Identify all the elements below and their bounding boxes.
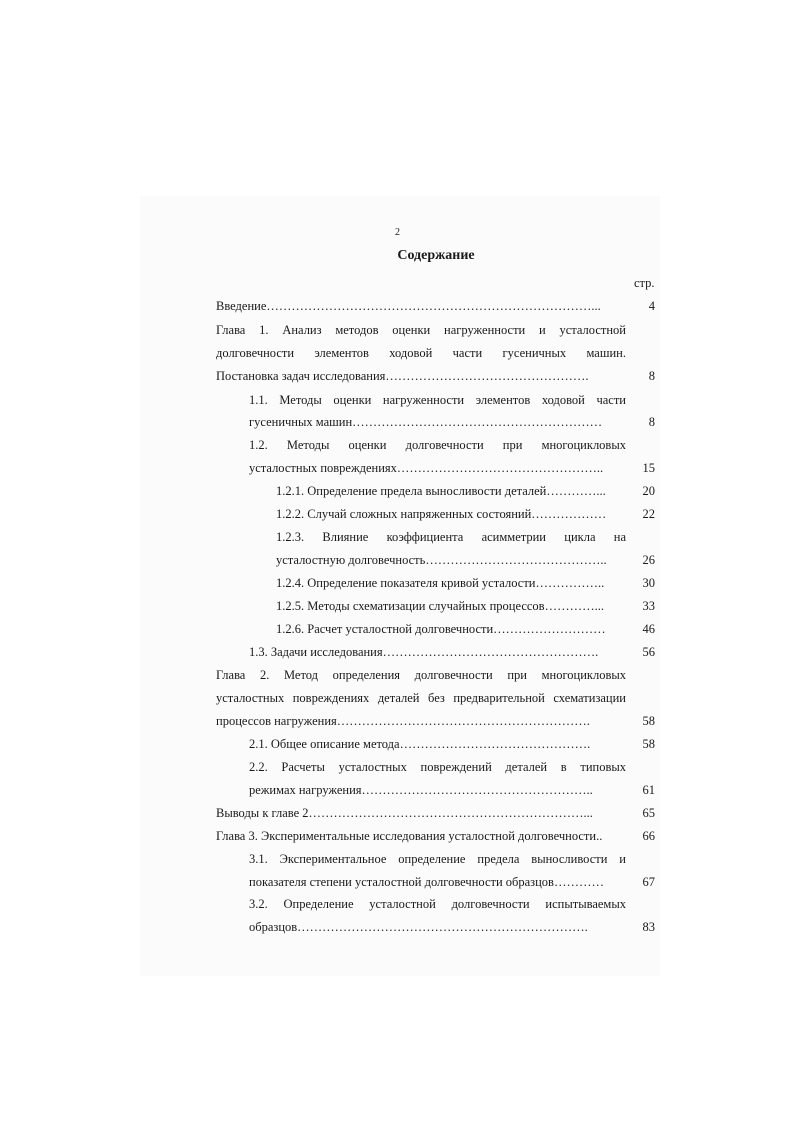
toc-entry-text: 1.3. Задачи исследования……………………………………………. (249, 645, 599, 659)
toc-entry-text: 3.2. Определение усталостной долговечности испытываемых (249, 897, 626, 911)
toc-entry-page: 66 (642, 829, 655, 843)
toc-entry-page: 65 (642, 806, 655, 820)
toc-entry-page: 33 (642, 599, 655, 613)
page-column-label: стр. (634, 276, 655, 290)
toc-entry-page: 58 (642, 737, 655, 751)
toc-entry-text: 1.2.4. Определение показателя кривой усталости…………….. (276, 576, 605, 590)
toc-entry-text: 1.2.6. Расчет усталостной долговечности……………………… (276, 622, 606, 636)
toc-entry-text: Глава 2. Метод определения долговечности при многоцикловых (216, 668, 626, 682)
toc-entry-page: 56 (642, 645, 655, 659)
toc-entry-page: 46 (642, 622, 655, 636)
toc-entry-text: процессов нагружения……………………………………………………. (216, 714, 590, 728)
toc-entry-page: 4 (648, 299, 655, 313)
toc-entry-text: 2.1. Общее описание метода………………………………………. (249, 737, 591, 751)
toc-entry-page: 67 (642, 875, 655, 889)
toc-entry-text: 1.2.5. Методы схематизации случайных процессов…………... (276, 599, 604, 613)
toc-entry-text: Введение……………………………………………………………………... (216, 299, 601, 313)
toc-entry-text: долговечности элементов ходовой части гусеничных машин. (216, 346, 626, 360)
toc-entry-text: Глава 3. Экспериментальные исследования усталостной долговечности.. (216, 829, 603, 843)
toc-entry-text: режимах нагружения……………………………………………….. (249, 783, 593, 797)
toc-entry-page: 8 (648, 369, 655, 383)
toc-entry-text: усталостную долговечность…………………………………….. (276, 553, 607, 567)
toc-entry-text: 1.2.2. Случай сложных напряженных состояний……………… (276, 507, 607, 521)
toc-entry-page: 20 (642, 484, 655, 498)
toc-entry-text: 1.1. Методы оценки нагруженности элементов ходовой части (249, 393, 626, 407)
page-number: 2 (395, 227, 400, 238)
toc-entry-page: 22 (642, 507, 655, 521)
toc-entry-text: 1.2.1. Определение предела выносливости деталей…………... (276, 484, 606, 498)
toc-entry-text: Выводы к главе 2…………………………………………………………... (216, 806, 593, 820)
toc-entry-text: усталостных повреждениях деталей без предварительной схематизации (216, 691, 626, 705)
toc-entry-text: 3.1. Экспериментальное определение предела выносливости и (249, 852, 626, 866)
toc-entry-page: 8 (648, 415, 655, 429)
page-title: Содержание (397, 248, 475, 263)
toc-entry-text: 1.2.3. Влияние коэффициента асимметрии цикла на (276, 530, 626, 544)
toc-entry-page: 15 (642, 461, 655, 475)
toc-entry-page: 58 (642, 714, 655, 728)
toc-entry-text: показателя степени усталостной долговечности образцов………… (249, 875, 604, 889)
toc-entry-page: 26 (642, 553, 655, 567)
toc-entry-text: 1.2. Методы оценки долговечности при многоцикловых (249, 438, 626, 452)
toc-entry-text: образцов……………………………………………………………. (249, 920, 588, 934)
toc-entry-page: 61 (642, 783, 655, 797)
toc-entry-text: Постановка задач исследования…………………………………………. (216, 369, 589, 383)
toc-entry-text: гусеничных машин…………………………………………………… (249, 415, 603, 429)
toc-entry-text: усталостных повреждениях………………………………………….. (249, 461, 604, 475)
toc-entry-page: 83 (642, 920, 655, 934)
toc-entry-text: 2.2. Расчеты усталостных повреждений деталей в типовых (249, 760, 626, 774)
toc-entry-text: Глава 1. Анализ методов оценки нагруженности и усталостной (216, 323, 626, 337)
toc-entry-page: 30 (642, 576, 655, 590)
